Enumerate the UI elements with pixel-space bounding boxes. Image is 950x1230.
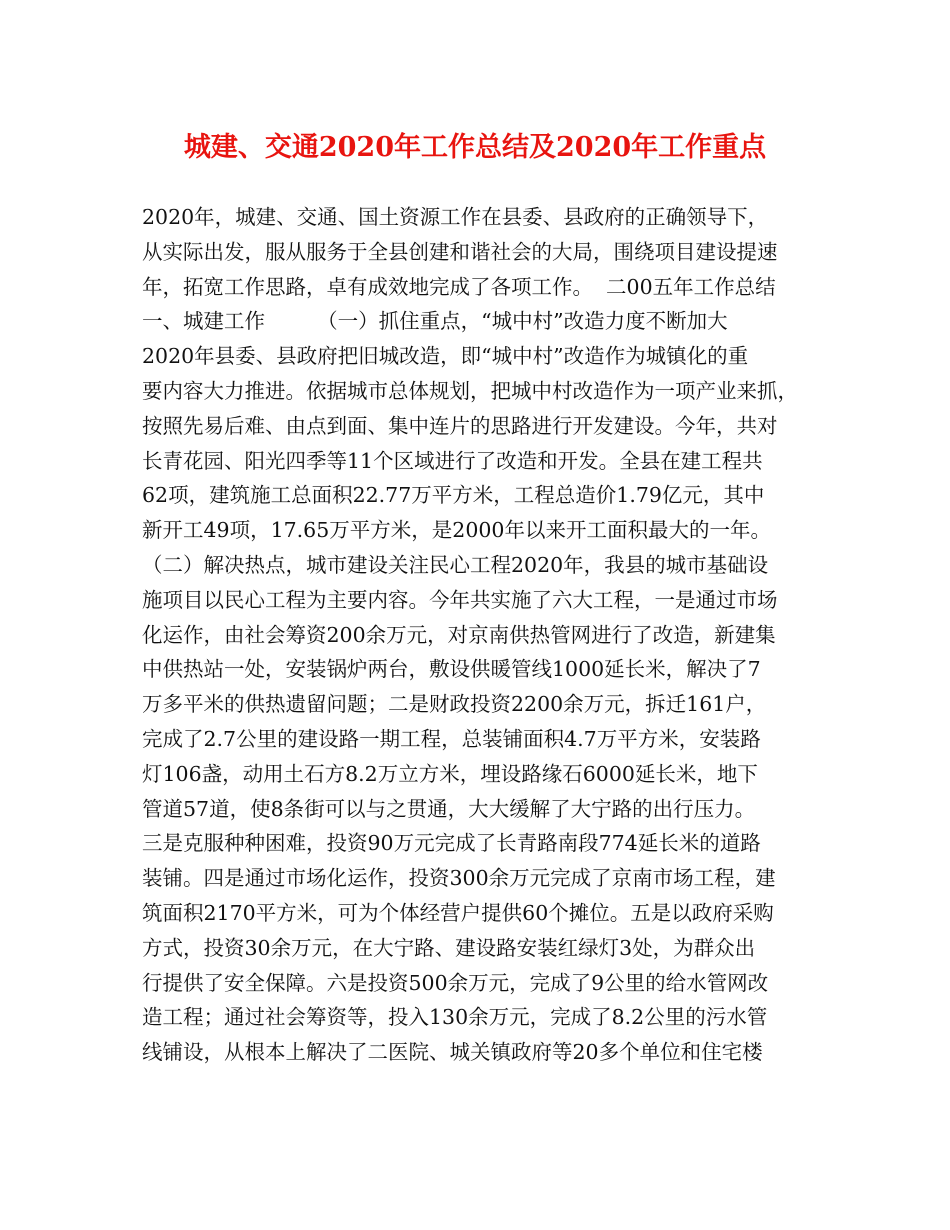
document-title: 城建、交通2020年工作总结及2020年工作重点 (183, 132, 767, 163)
body-text-line: 从实际出发，服从服务于全县创建和谐社会的大局，围绕项目建设提速 (142, 239, 778, 264)
body-text-line: 按照先易后难、由点到面、集中连片的思路进行开发建设。今年，共对 (142, 413, 778, 438)
body-text-line: 长青花园、阳光四季等11个区域进行了改造和开发。全县在建工程共 (142, 448, 763, 473)
body-text-line: 管道57道，使8条街可以与之贯通，大大缓解了大宁路的出行压力。 (142, 796, 756, 821)
body-text-line: 化运作，由社会筹资200余万元，对京南供热管网进行了改造，新建集 (142, 622, 776, 647)
body-text-line: 万多平米的供热遗留问题；二是财政投资2200余万元，拆迁161户， (142, 692, 767, 717)
document-body (142, 200, 822, 1070)
body-text-line: 行提供了安全保障。六是投资500余万元，完成了9公里的给水管网改 (142, 970, 769, 995)
body-text-line: 筑面积2170平方米，可为个体经营户提供60个摊位。五是以政府采购 (142, 900, 774, 925)
body-text-line: 中供热站一处，安装锅炉两台，敷设供暖管线1000延长米，解决了7 (142, 657, 761, 682)
body-text-line: 要内容大力推进。依据城市总体规划，把城中村改造作为一项产业来抓， (142, 378, 798, 403)
body-text-line: 年，拓宽工作思路，卓有成效地完成了各项工作。 二00五年工作总结 (142, 274, 776, 299)
body-text-line: 2020年，城建、交通、国土资源工作在县委、县政府的正确领导下， (142, 205, 769, 229)
body-text-line: 灯106盏，动用土石方8.2万立方米，埋设路缘石6000延长米，地下 (142, 761, 758, 786)
body-text-line: 新开工49项，17.65万平方米，是2000年以来开工面积最大的一年。 (142, 518, 771, 543)
body-text-line: 完成了2.7公里的建设路一期工程，总装铺面积4.7万平方米，安装路 (142, 726, 761, 751)
body-text-line: 线铺设，从根本上解决了二医院、城关镇政府等20多个单位和住宅楼 (142, 1040, 763, 1065)
body-text-line: 三是克服种种困难，投资90万元完成了长青路南段774延长米的道路 (142, 831, 761, 856)
body-text-line: 2020年县委、县政府把旧城改造，即“城中村”改造作为城镇化的重 (142, 344, 749, 369)
body-text-line: 62项，建筑施工总面积22.77万平方米，工程总造价1.79亿元，其中 (142, 483, 765, 508)
body-text-line: 方式，投资30余万元，在大宁路、建设路安装红绿灯3处，为群众出 (142, 935, 756, 960)
body-text-line: （二）解决热点，城市建设关注民心工程2020年，我县的城市基础设 (142, 552, 769, 577)
body-text-line: 施项目以民心工程为主要内容。今年共实施了六大工程，一是通过市场 (142, 587, 778, 612)
body-text-line: 装铺。四是通过市场化运作，投资300余万元完成了京南市场工程，建 (142, 866, 776, 891)
body-text-line: 一、城建工作 （一）抓住重点，“城中村”改造力度不断加大 (142, 309, 728, 334)
body-text-line: 造工程；通过社会筹资等，投入130余万元，完成了8.2公里的污水管 (142, 1005, 768, 1030)
